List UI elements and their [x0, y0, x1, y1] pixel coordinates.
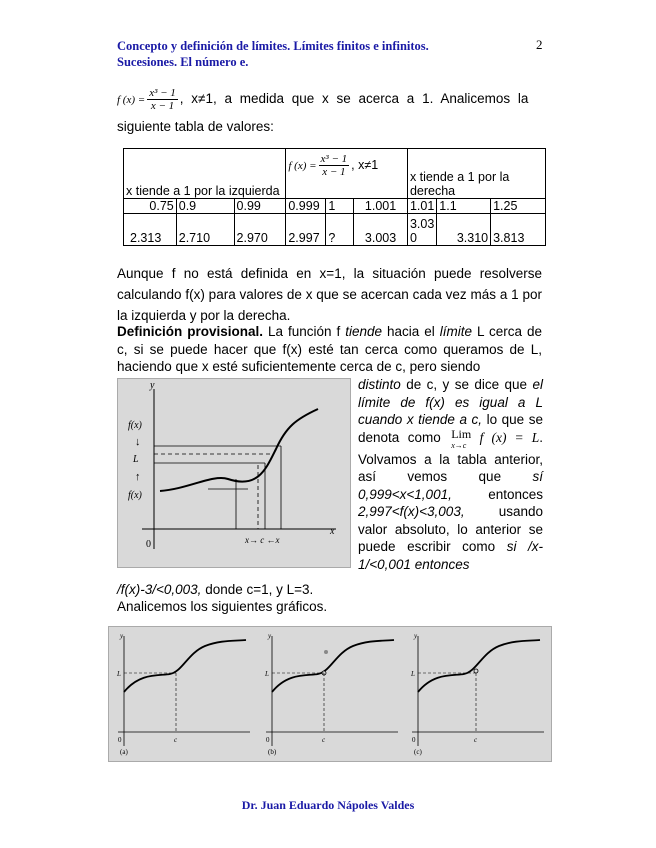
label-up-arrow: ↑ — [135, 471, 141, 483]
small-figure-b — [258, 628, 403, 758]
label-down-arrow: ↓ — [135, 436, 141, 448]
label-c: c — [174, 736, 178, 744]
lim-subscript: x→c — [451, 440, 467, 450]
definition-label: Definición provisional. — [117, 324, 263, 339]
paragraph-1: Aunque f no está definida en x=1, la situación puede resolverse calculando f(x) para valores de x que se acercan cada vez más a 1 por la izquierda y por la derecha. — [117, 266, 542, 323]
definition-entonces2: entonces — [414, 556, 470, 572]
definition-si2: si — [506, 539, 517, 554]
small-figure-a — [110, 628, 255, 758]
definition-entonces1: entonces — [488, 486, 543, 502]
label-L: L — [117, 670, 121, 678]
formula-denominator: x − 1 — [150, 100, 175, 112]
label-y: y — [414, 632, 418, 640]
isolated-point — [324, 650, 328, 654]
table-cell: 1 — [326, 199, 354, 214]
label-x-approach: x→ c ←x — [245, 535, 280, 545]
function-curve — [160, 409, 318, 491]
table-cell: 3.310 — [437, 214, 491, 246]
table-formula-lhs: f (x) = — [288, 159, 317, 172]
formula-lhs: f (x) = — [117, 94, 146, 107]
label-origin: 0 — [118, 736, 122, 744]
definition-text-d: de c, y se dice que — [406, 377, 528, 392]
caption: (b) — [268, 748, 277, 756]
definition-text-i: donde c=1, y L=3. — [205, 582, 314, 597]
table-mid-suffix: , x≠1 — [351, 157, 379, 172]
header-title-line2: Sucesiones. El número e. — [117, 55, 249, 69]
label-fx-bottom: f(x) — [128, 490, 142, 501]
label-c: c — [474, 736, 478, 744]
table-header-row — [124, 149, 546, 199]
table-cell: 2.970 — [234, 214, 286, 246]
definition-distinto: distinto — [358, 377, 401, 392]
definition-text-c: L cerca de c, si se puede hacer que f(x) esté tan cerca como queramos de L, haciendo que x esté suficientemente cerca de c, pero siendo — [117, 324, 542, 374]
definition-right-column: distinto de c, y se dice que el límite de f(x) es igual a L cuando x tiende a c, lo que se denota como Lim x→c f (x) = L. Volvamos a la tabla anterior, así vemos que sí 0,999<x<1,001, entonces 2,997<f(x)<3,003, usando valor absoluto, lo anterior se puede escribir como si /x-1/<0,001 entonces — [358, 377, 543, 572]
intro-after-formula: , x≠1, a medida que x se acerca a 1. Analicemos la — [179, 91, 529, 107]
definition-closing: Analicemos los siguientes gráficos. — [117, 599, 328, 614]
table-cell: 1.01 — [407, 199, 436, 214]
table-cell: 3.003 — [354, 214, 408, 246]
label-y-axis: y — [150, 380, 155, 391]
table-cell: 1.25 — [491, 199, 546, 214]
table-cell: 1.1 — [437, 199, 491, 214]
table-cell: 3.030 — [407, 214, 436, 246]
definition-limite: límite — [439, 324, 473, 339]
curve — [418, 640, 540, 692]
definition-italic-e: el límite de f(x) es igual a L cuando x tiende a c, — [358, 377, 543, 427]
table-cell: 3.813 — [491, 214, 546, 246]
table-formula-num: x³ − 1 — [320, 153, 348, 165]
table-row — [124, 199, 546, 214]
label-y: y — [268, 632, 272, 640]
table-cell: ? — [326, 214, 354, 246]
definition-ineq1: 0,999<x<1,001, — [358, 486, 452, 502]
definition-ineq3: /x-1/<0,001 — [358, 539, 543, 572]
page-number: 2 — [536, 37, 543, 52]
table-cell: 0.99 — [234, 199, 286, 214]
hole-point — [474, 669, 478, 673]
intro-line — [117, 87, 542, 112]
definition-text-g: Volvamos a la tabla anterior, así vemos que — [358, 451, 543, 484]
definition-paragraph — [117, 323, 542, 376]
definition-text-b: hacia el — [387, 324, 435, 339]
table-cell: 0.75 — [124, 199, 177, 214]
table-left-header: x tiende a 1 por la izquierda — [124, 149, 286, 199]
label-L: L — [265, 670, 269, 678]
table-row — [124, 214, 546, 246]
label-origin: 0 — [412, 736, 416, 744]
label-L: L — [411, 670, 415, 678]
curve — [124, 640, 246, 692]
caption: (c) — [414, 748, 422, 756]
table-cell: 1.001 — [354, 199, 408, 214]
table-right-header: x tiende a 1 por la derecha — [407, 149, 545, 199]
caption: (a) — [120, 748, 128, 756]
table-cell: 2.997 — [286, 214, 326, 246]
label-origin: 0 — [266, 736, 270, 744]
label-L: L — [133, 454, 139, 465]
formula-numerator: x³ − 1 — [149, 87, 176, 99]
table-cell: 0.9 — [176, 199, 234, 214]
definition-text-h: usando valor absoluto, lo anterior se puede escribir como — [358, 504, 543, 554]
values-table — [123, 148, 546, 246]
definition-tiende: tiende — [345, 324, 383, 339]
header-title-line1: Concepto y definición de límites. Límites finitos e infinitos. — [117, 39, 429, 53]
lim-expression: f (x) = L — [479, 429, 540, 445]
label-x-axis: x — [330, 526, 335, 537]
definition-ineq4: /f(x)-3/<0,003, — [117, 582, 202, 597]
footer-author: Dr. Juan Eduardo Nápoles Valdes — [241, 798, 415, 812]
label-c: c — [322, 736, 326, 744]
definition-si1: sí — [532, 469, 543, 484]
table-formula-den: x − 1 — [322, 166, 346, 178]
main-limit-figure — [117, 378, 351, 568]
table-cell: 0.999 — [286, 199, 326, 214]
table-cell: 2.710 — [176, 214, 234, 246]
intro-line2: siguiente tabla de valores: — [117, 119, 274, 134]
curve — [272, 640, 394, 692]
definition-text-a: La función f — [267, 324, 341, 339]
formula-fraction — [147, 87, 178, 112]
small-figure-c — [404, 628, 549, 758]
lim-word: Lim — [451, 426, 472, 441]
label-fx-top: f(x) — [128, 420, 142, 431]
table-cell: 2.313 — [124, 214, 177, 246]
definition-ineq2: 2,997<f(x)<3,003, — [358, 504, 465, 519]
label-y: y — [120, 632, 124, 640]
lim-notation — [451, 426, 472, 451]
label-origin: 0 — [146, 539, 151, 550]
table-formula-fraction — [319, 153, 350, 178]
definition-text-f: lo que se denota como — [358, 412, 543, 445]
table-mid-header — [286, 149, 408, 199]
